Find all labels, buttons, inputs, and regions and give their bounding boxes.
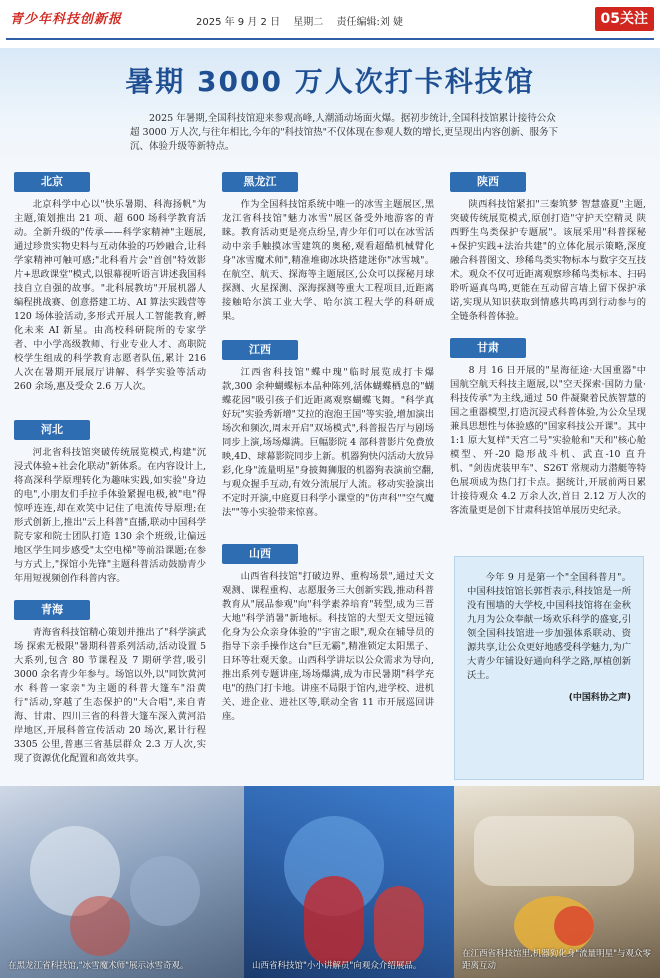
photo-strip	[0, 786, 660, 978]
section-tag-gansu: 甘肃	[450, 338, 526, 358]
section-body-hebei: 河北省科技馆突破传统展览模式,构建"沉浸式体验+社会化联动"新体系。在内容设计上,将高深科学原理转化为趣味实践,如实验"身边的电",小朋友们手拉手体验紧握电极,被"电"得惊呼连连,却在欢笑中记住了电流传导原理;在形式创新上,推出"云上科普"直播,联动中国科学院专家和院士团队打造 130 余个班级,让偏远地区学生同步感受"太空电梯"等前沿课题;在参与方式上,"探馆小先锋"主题科普活动鼓励青少年用短视频创作科普内容。	[14, 447, 206, 584]
photo-caption: 山西省科技馆"小小讲解员"向观众介绍展品。	[252, 961, 422, 971]
issue-editor: 责任编辑:刘 婕	[336, 17, 404, 28]
page-tag: 05关注	[595, 7, 654, 31]
section-tag-beijing: 北京	[14, 172, 90, 192]
photo-heilongjiang-ice	[0, 786, 244, 978]
photo-shanxi-guide	[244, 786, 454, 978]
section-tag-shaanxi: 陕西	[450, 172, 526, 192]
section-qinghai	[14, 600, 206, 766]
photo-caption: 在黑龙江省科技馆,"冰雪魔术师"展示冰雪奇观。	[8, 961, 189, 971]
section-tag-heilongjiang: 黑龙江	[222, 172, 298, 192]
section-body-heilongjiang: 作为全国科技馆系统中唯一的冰雪主题展区,黑龙江省科技馆"魅力冰雪"展区备受外地游客的青睐。教育活动更是亮点纷呈,青少年们可以在冰雪活动中亲手触摸冰雪建筑的奥秘,观看超酷机械臂化身"冰雪魔术师",精准堆砌冰块搭建迷你"冰雪城"。在航空、航天、探海等主题展区,公众可以探秘月球探测、火星探测、深海探测等重大工程项目,近距离接触哈尔滨工业大学、哈尔滨工程大学的科研成果。	[222, 199, 434, 322]
section-body-shaanxi: 陕西科技馆紧扣"三秦筑梦 智慧盛夏"主题,突破传统展览模式,原创打造"守护天空精灵 陕西野生鸟类保护专题展"。该展采用"科普探秘+保护实践+法治共建"的立体化展示策略,深度融合科普图文、珍稀鸟类实物标本与数字交互技术。观众不仅可近距离观察珍稀鸟类标本、扫码聆听逼真鸟鸣,更能在互动留言墙上留下保护承诺,实现从知识获取到情感共鸣再到行动参与的全链条科普体验。	[450, 199, 646, 322]
section-body-beijing: 北京科学中心以"快乐暑期、科海扬帆"为主题,策划推出 21 项、超 600 场科学教育活动。全新升级的"传承——科学家精神"主题展,通过珍贵实物史料与互动体验的巧妙融合,让科学家精神可触可感;"北科看片会"首创"特效影片+思政课堂"模式,以银幕视听语言讲述我国科技自立自强的故事。"北科展教坊"开展机器人编程挑战赛、创意搭建工坊、AI 算法实践营等 120 场体验活动,多形式开展人工智能教育,孵化未来 AI 新星。由高校科研院所的专家学者、中小学高级教师、行业专业人才、高职院校学生组成的科学教育志愿者队伍,累计 216 人次在暑期开展展厅讲解、科学实验等活动 260 余场,惠及受众 2.6 万人次。	[14, 199, 206, 392]
masthead-rule	[6, 38, 654, 40]
section-hebei	[14, 420, 206, 586]
photo-caption: 在江西省科技馆里,机器狗化身"流量明星"与观众零距离互动	[462, 949, 652, 971]
section-body-jiangxi: 江西省科技馆"蝶中瑰"临时展览成打卡爆款,300 余种蝴蝶标本品种陈列,活体蝴蝶栖息的"蝴蝶花园"吸引孩子们近距离观察蝴蝶飞舞。"科学真好玩"实验秀新增"艾拉的泡泡王国"等实验,增加演出场次和频次,周末开启"双场模式",科普报告厅与剧场同步上演,场场爆满。巨幅影院 4 部科普影片免费放映,4D、球幕影院同步上新。机器狗快闪活动大放异彩,化身"流量明星"身披舞狮服的机器狗表演前空翻,与观众握手互动,有效分流展厅人流。移动实验演出不定时开演,中庭夏日科学小课堂的"仿声科""空气魔法""等小实验带来惊喜。	[222, 367, 434, 518]
section-gansu	[450, 338, 646, 518]
section-shaanxi	[450, 172, 646, 324]
photo-jiangxi-robot-dog	[454, 786, 660, 978]
paper-name: 青少年科技创新报	[10, 12, 123, 27]
section-beijing	[14, 172, 206, 394]
section-jiangxi	[222, 340, 434, 520]
issue-date: 2025 年 9 月 2 日	[196, 17, 281, 28]
quote-text: 今年 9 月是第一个"全国科普月"。中国科技馆馆长郭哲表示,科技馆是一所没有围墙的大学校,中国科技馆将在金秋九月为公众奉献一场欢乐科学的盛宴,引领全国科技馆进一步加强体系联动、资源共享,让公众更好地感受科学魅力,为广大青少年铺设好通向科学之路,厚植创新沃土。	[467, 572, 631, 681]
section-body-shanxi: 山西省科技馆"打破边界、重构场景",通过天文观测、课程重构、志愿服务三大创新实践,推动科普教育从"展品参观"向"科学素养培育"转型,成为三晋大地"科学消暑"新地标。科技馆的大型天文望远镜化身为公众亲身体验的"宇宙之眼",观众在辅导员的指导下亲手操作这台"巨无霸",精准锁定太阳黑子、日环等壮观天象。山西科学讲坛以公众需求为导向,推出系列专题讲座,场场爆满,成为市民暑期"科学充电"的热门打卡地。讲座不局限于馆内,进学校、进机关、进企业、进社区等,联动全省 11 市开展巡回讲座。	[222, 571, 434, 722]
issue-weekday: 星期二	[293, 17, 324, 28]
section-heilongjiang	[222, 172, 434, 324]
lead-paragraph: 2025 年暑期,全国科技馆迎来参观高峰,人潮涌动场面火爆。据初步统计,全国科技馆累计接待公众超 3000 万人次,与往年相比,今年的"科技馆热"不仅体现在参观人数的增长,更呈现出内容创新、服务下沉、体验升级等新特点。	[130, 113, 559, 152]
quote-box	[454, 556, 644, 780]
section-tag-hebei: 河北	[14, 420, 90, 440]
section-body-gansu: 8 月 16 日开展的"星海征途·大国重器"中国航空航天科技主题展,以"空天探索·国防力量·科技传承"为主线,通过 50 件凝聚着民族智慧的国之重器模型,打造沉浸式科普体验,为公众呈现兼具思想性与体验感的"国家科技公开课"。其中 1:1 原大复样"天宫二号"实验舱和"天和"核心舱模型、歼-20 隐形战斗机、武直-10 直升机、"剑齿虎装甲车"、S26T 常规动力潜艇等特色展项成为热门打卡点。据统计,开展前两日累计接待观众 4.2 万余人次,首日 2.12 万人次的客流量更是创下甘肃科技馆单展历史纪录。	[450, 365, 646, 516]
page-title: 暑期 3000 万人次打卡科技馆	[125, 65, 535, 98]
quote-source: (中国科协之声)	[568, 693, 631, 703]
section-tag-jiangxi: 江西	[222, 340, 298, 360]
section-shanxi	[222, 544, 434, 724]
issue-info	[196, 13, 413, 28]
section-tag-qinghai: 青海	[14, 600, 90, 620]
section-body-qinghai: 青海省科技馆精心策划并推出了"科学演武场 探索无极限"暑期科普系列活动,活动设置 5 大系列,包含 80 节课程及 7 期研学营,吸引 3000 余名青少年参与。场馆以外,以"同饮黄河水 科普一家亲"为主题的科普大篷车"沿黄行"活动,穿越了生态保护的"大合唱",来自青海、甘肃、四川三省的科普大篷车深入黄河沿岸地区,开展科普宣传活动 20 场次,累计行程 3305 公里,普惠三省基层群众 2.3 万人次,实现了资源优化配置和高效共享。	[14, 627, 206, 764]
masthead	[0, 0, 660, 48]
section-tag-shanxi: 山西	[222, 544, 298, 564]
